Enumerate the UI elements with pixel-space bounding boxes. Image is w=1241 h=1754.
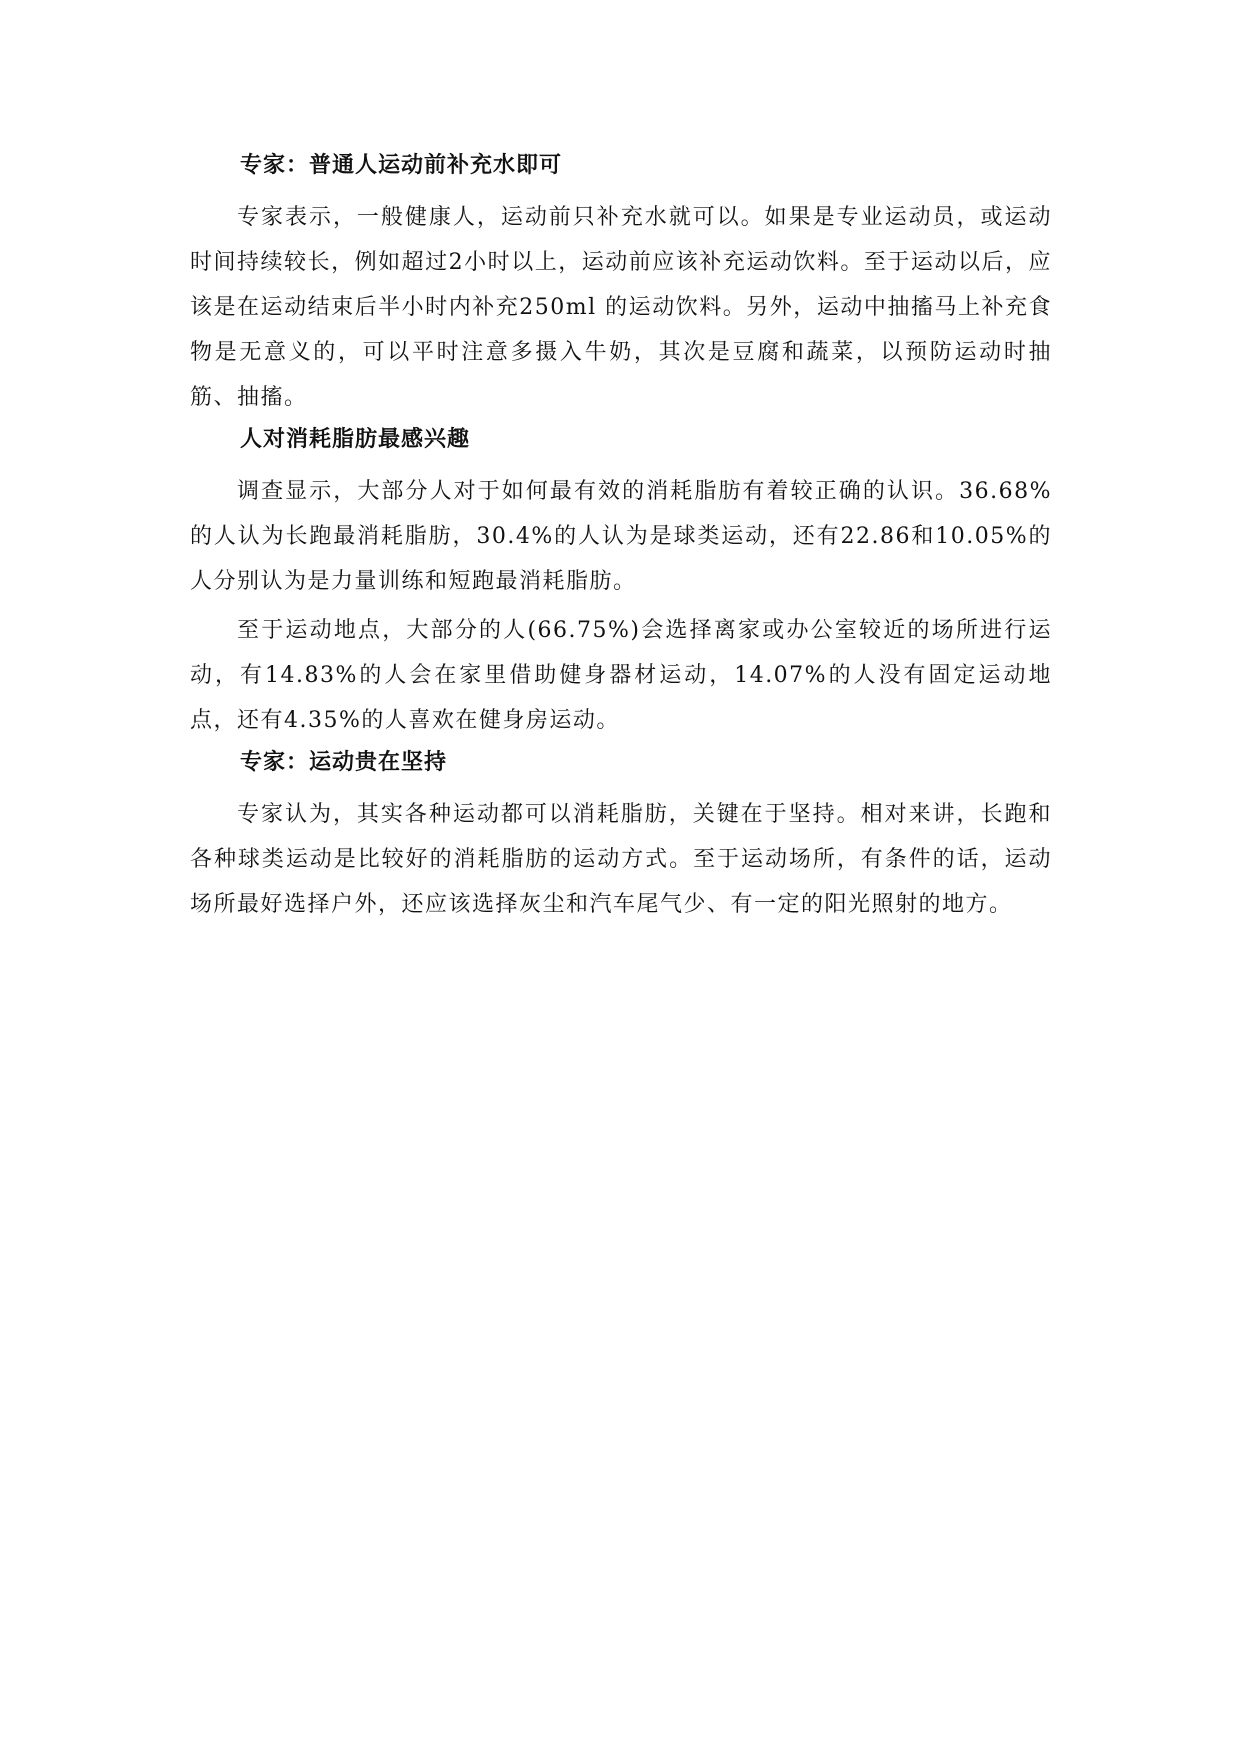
paragraph: 专家认为，其实各种运动都可以消耗脂肪，关键在于坚持。相对来讲，长跑和各种球类运动是比较好的消耗脂肪的运动方式。至于运动场所，有条件的话，运动场所最好选择户外，还应该选择灰尘和汽车尾气少、有一定的阳光照射的地方。 xyxy=(190,802,1052,917)
section-fat-burning-interest xyxy=(190,424,1052,743)
section-expert-persistence xyxy=(190,747,1052,927)
paragraph: 调查显示，大部分人对于如何最有效的消耗脂肪有着较正确的认识。36.68%的人认为长跑最消耗脂肪，30.4%的人认为是球类运动，还有22.86和10.05%的人分别认为是力量训练和短跑最消耗脂肪。 xyxy=(190,479,1052,594)
section-heading: 专家：普通人运动前补充水即可 xyxy=(240,153,563,178)
section-heading: 专家：运动贵在坚持 xyxy=(240,750,448,775)
section-expert-water xyxy=(190,150,1052,420)
section-heading: 人对消耗脂肪最感兴趣 xyxy=(240,427,471,452)
document-page xyxy=(190,150,1052,931)
paragraph: 专家表示，一般健康人，运动前只补充水就可以。如果是专业运动员，或运动时间持续较长，例如超过2小时以上，运动前应该补充运动饮料。至于运动以后，应该是在运动结束后半小时内补充250ml 的运动饮料。另外，运动中抽搐马上补充食物是无意义的，可以平时注意多摄入牛奶，其次是豆腐和蔬菜，以预防运动时抽筋、抽搐。 xyxy=(190,205,1052,410)
paragraph: 至于运动地点，大部分的人(66.75%)会选择离家或办公室较近的场所进行运动，有14.83%的人会在家里借助健身器材运动，14.07%的人没有固定运动地点，还有4.35%的人喜欢在健身房运动。 xyxy=(190,618,1052,733)
